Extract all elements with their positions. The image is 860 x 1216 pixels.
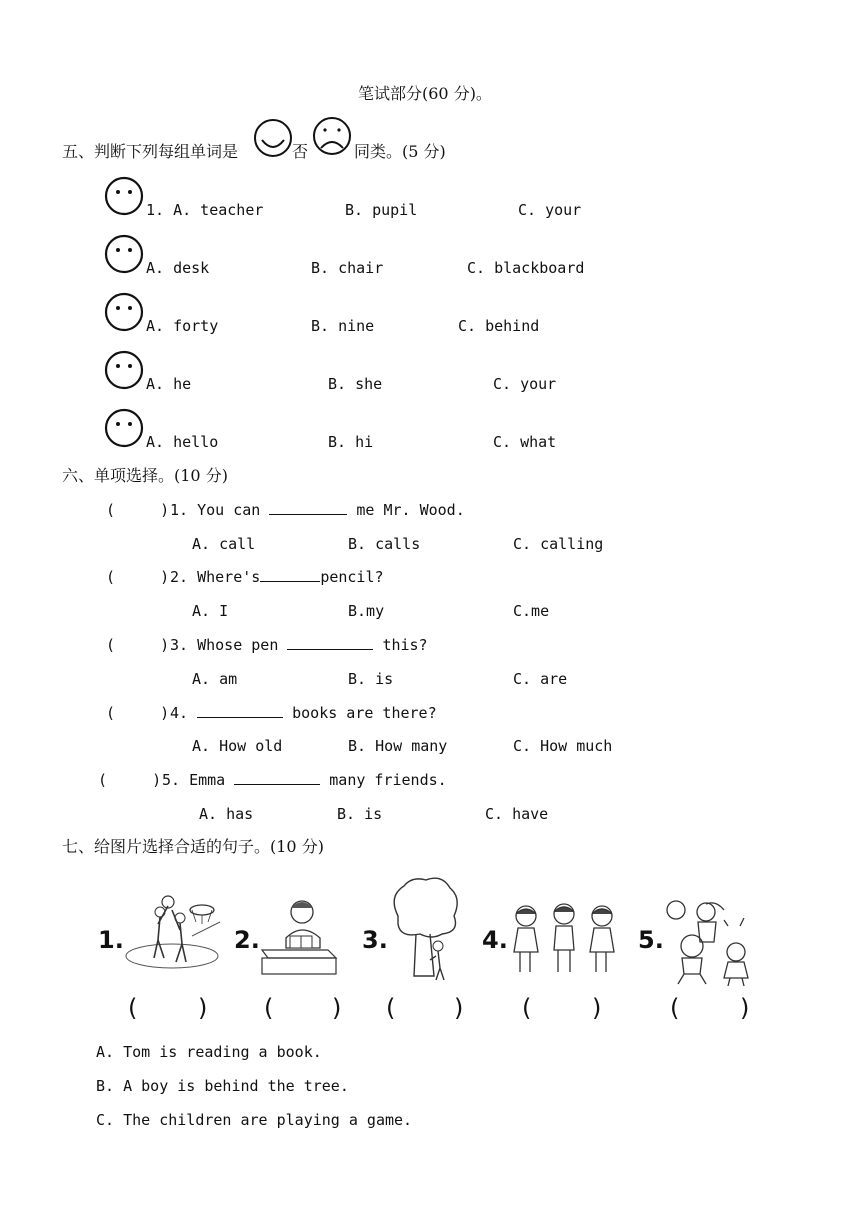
picture-answer-paren[interactable]: ): [198, 994, 208, 1022]
blank-face-icon: [104, 408, 144, 448]
picture-answer-paren[interactable]: ): [454, 994, 464, 1022]
picture-answer-paren[interactable]: (: [264, 994, 274, 1022]
question-3-text: [170, 635, 428, 655]
q2-option-c: C.me: [513, 602, 550, 620]
s5-row5-b: B. hi: [328, 433, 374, 451]
question-stem-tail: this?: [382, 636, 428, 654]
question-1-text: [170, 500, 465, 520]
q3-option-b: B. is: [348, 670, 394, 688]
q4-option-b: B. How many: [348, 737, 448, 755]
s5-row4-c: C. your: [493, 375, 557, 393]
sad-face-icon: [312, 116, 352, 156]
q2-option-a: A. I: [192, 602, 229, 620]
s5-row5-a: A. hello: [146, 433, 219, 451]
section5-heading-mid: 否: [292, 142, 309, 161]
section7-heading: 七、给图片选择合适的句子。(10 分): [62, 837, 324, 856]
blank-face-icon: [104, 234, 144, 274]
picture-number: 1.: [98, 926, 124, 954]
section6-heading: 六、单项选择。(10 分): [62, 466, 228, 485]
picture-number: 4.: [482, 926, 508, 954]
picture-option-a: A. Tom is reading a book.: [96, 1043, 322, 1061]
s5-row4-b: B. she: [328, 375, 383, 393]
question-4-text: [170, 703, 437, 723]
s5-row2-c: C. blackboard: [467, 259, 585, 277]
question-stem: 5. Emma: [162, 771, 226, 789]
question-stem: 1. You can: [170, 501, 261, 519]
page-title: 笔试部分(60 分)。: [358, 84, 492, 103]
fill-blank[interactable]: [197, 703, 283, 718]
fill-blank[interactable]: [260, 567, 320, 582]
question-2-text: [170, 567, 384, 587]
answer-paren[interactable]: ( ): [106, 636, 170, 654]
answer-paren[interactable]: ( ): [106, 568, 170, 586]
picture-answer-paren[interactable]: ): [740, 994, 750, 1022]
s5-row5-c: C. what: [493, 433, 557, 451]
picture-number: 3.: [362, 926, 388, 954]
q5-option-a: A. has: [199, 805, 254, 823]
picture-answer-paren[interactable]: ): [332, 994, 342, 1022]
s5-row3-c: C. behind: [458, 317, 540, 335]
section5-heading-post: 同类。(5 分): [354, 142, 446, 161]
fill-blank[interactable]: [287, 635, 373, 650]
question-stem: 2. Where's: [170, 568, 261, 586]
q5-option-b: B. is: [337, 805, 383, 823]
q1-option-a: A. call: [192, 535, 256, 553]
answer-paren[interactable]: ( ): [106, 501, 170, 519]
picture-answer-paren[interactable]: (: [128, 994, 138, 1022]
question-5-text: [162, 770, 447, 790]
s5-row1-b: B. pupil: [345, 201, 418, 219]
s5-row2-b: B. chair: [311, 259, 384, 277]
picture-answer-paren[interactable]: ): [592, 994, 602, 1022]
q3-option-a: A. am: [192, 670, 238, 688]
q1-option-c: C. calling: [513, 535, 604, 553]
question-stem-tail: books are there?: [292, 704, 437, 722]
answer-paren[interactable]: ( ): [106, 704, 170, 722]
children-picture: [508, 900, 620, 980]
s5-row3-a: A. forty: [146, 317, 219, 335]
basketball-picture: [122, 892, 222, 974]
s5-row4-a: A. he: [146, 375, 192, 393]
section5-heading-pre: 五、判断下列每组单词是: [62, 142, 239, 161]
q4-option-a: A. How old: [192, 737, 283, 755]
smiley-face-icon: [253, 118, 293, 158]
blank-face-icon: [104, 292, 144, 332]
q2-option-b: B.my: [348, 602, 385, 620]
children-playing-picture: [666, 896, 766, 986]
fill-blank[interactable]: [234, 770, 320, 785]
q1-option-b: B. calls: [348, 535, 421, 553]
s5-row2-a: A. desk: [146, 259, 210, 277]
question-stem-tail: many friends.: [329, 771, 447, 789]
picture-option-c: C. The children are playing a game.: [96, 1111, 413, 1129]
q3-option-c: C. are: [513, 670, 568, 688]
q5-option-c: C. have: [485, 805, 549, 823]
picture-number: 2.: [234, 926, 260, 954]
s5-row3-b: B. nine: [311, 317, 375, 335]
s5-row1-a: 1. A. teacher: [146, 201, 264, 219]
question-stem-tail: pencil?: [320, 568, 384, 586]
picture-answer-paren[interactable]: (: [522, 994, 532, 1022]
picture-answer-paren[interactable]: (: [670, 994, 680, 1022]
fill-blank[interactable]: [269, 500, 347, 515]
blank-face-icon: [104, 176, 144, 216]
question-stem: 3. Whose pen: [170, 636, 279, 654]
answer-paren[interactable]: ( ): [98, 771, 162, 789]
q4-option-c: C. How much: [513, 737, 613, 755]
s5-row1-c: C. your: [518, 201, 582, 219]
question-stem-tail: me Mr. Wood.: [356, 501, 465, 519]
picture-answer-paren[interactable]: (: [386, 994, 396, 1022]
question-stem: 4.: [170, 704, 189, 722]
tree-picture: [386, 876, 462, 986]
boy-reading-picture: [258, 892, 340, 984]
picture-number: 5.: [638, 926, 664, 954]
blank-face-icon: [104, 350, 144, 390]
picture-option-b: B. A boy is behind the tree.: [96, 1077, 349, 1095]
